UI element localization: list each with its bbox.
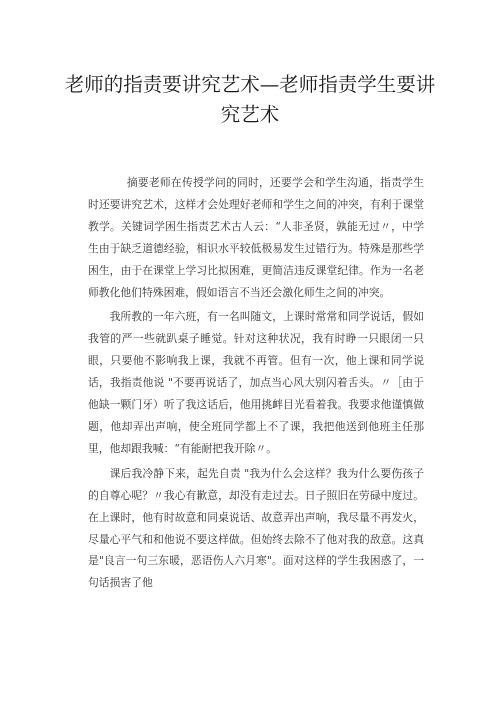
document-body (88, 172, 424, 597)
paragraph-3: 课后我冷静下来，起先自责 "我为什么会这样？我为什么要伤孩子的自尊心呢？〃我心有歉意，却没有走过去。日子照旧在劳碌中度过。在上课时，他有时故意和同桌说话、故意弄出声响，我尽量不再发火，尽量心平气和和他说不要这样做。但始终去除不了他对我的敌意。这真是"良言一句三东暖，恶语伤人六月寒"。面对这样的学生我困惑了，一句话损害了他 (88, 466, 424, 590)
document-title: 老师的指责要讲究艺术—老师指责学生要讲究艺术 (64, 73, 436, 126)
paragraph-2: 我所教的一年六班，有一名叫随文，上课时常常和同学说话，假如我管的严一些就趴桌子睡觉。针对这种状况，我有时睁一只眼闭一只眼，只要他不影响我上课，我就不再管。但有一次，他上课和同学说话，我指责他说 "不要再说话了，加点当心风大别闪着舌头。〃［由于他缺一颗门牙）听了我这话后，他用挑衅目光看着我。我要求他谨慎做题，他却弄出声响，使全班同学都上不了课，我把他送到他班主任那里，他却跟我喊：“有能耐把我开除〃。 (88, 310, 424, 455)
paragraph-abstract: 摘要老师在传授学问的同时，还要学会和学生沟通，指责学生时还要讲究艺术，这样才会处理好老师和学生之间的冲突，有利于课堂教学。关键词学困生指责艺术古人云：“人非圣贤，孰能无过〃，中学生由于缺乏道德经验，相识水平较低极易发生过错行为。特殊是那些学困生，由于在课堂上学习比拟困难，更简洁违反课堂纪律。作为一名老师教化他们特殊困难，假如语言不当还会激化师生之间的冲突。 (88, 176, 424, 299)
